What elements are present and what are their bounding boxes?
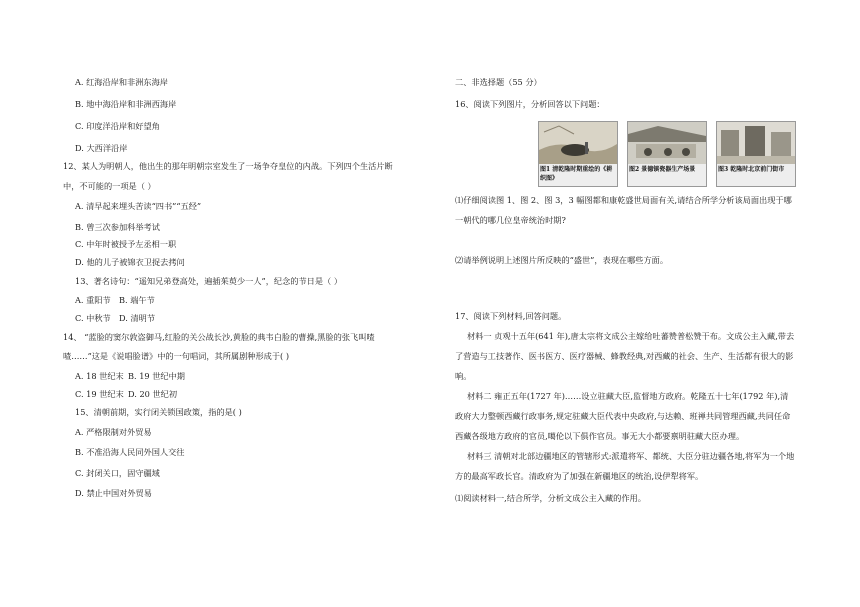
q12-option-b: B. 曾三次参加科举考试 <box>75 222 160 232</box>
figure-2 <box>627 121 707 187</box>
figure-3 <box>716 121 796 187</box>
material-1: 材料一 贞观十五年(641 年),唐太宗将文成公主嫁给吐蕃赞普松赞干布。文成公主入藏,带去了营造与工技著作、医书医方、医疗器械、蜂教经典,对西藏的社会、生产、生活都有很大的影响。 <box>455 331 795 381</box>
q12-option-d: D. 他的儿子被锦衣卫捉去拷问 <box>75 257 185 267</box>
material-2: 材料二 雍正五年(1727 年)……设立驻藏大臣,监督地方政府。乾隆五十七年(1792 年),清政府大力整顿西藏行政事务,规定驻藏大臣代表中央政府,与达赖、班禅共同管理西藏,共同任命西藏各级地方政府的官员,噶伦以下俱作官员。事无大小都要禀明驻藏大臣办理。 <box>455 391 791 441</box>
q13-option-d: D. 清明节 <box>119 313 156 323</box>
q15-stem: 15、清朝前期，实行闭关锁国政策，指的是( ) <box>75 407 242 417</box>
q15-option-a: A. 严格限制对外贸易 <box>75 427 152 437</box>
q11-option-b: B. 地中海沿岸和非洲西海岸 <box>75 99 177 109</box>
q12-option-a: A. 清早起来埋头苦读“四书”“五经” <box>75 201 202 211</box>
q11-option-d: D. 大西洋沿岸 <box>75 143 128 153</box>
q16-question-1: ⑴仔细阅读图 1、图 2、图 3，3 幅图都和康乾盛世局面有关,请结合所学分析该局面出现于哪一朝代的哪几位皇帝统治时期? <box>455 195 792 225</box>
q14-stem-line2: 喳……”这是《说唱脸谱》中的一句唱词，其所属剧种形成于( ) <box>63 351 290 361</box>
q11-option-a: A. 红海沿岸和非洲东海岸 <box>75 77 168 87</box>
section-title: 二、非选择题（55 分） <box>455 77 542 87</box>
q16-stem: 16、阅读下列图片，分析回答以下问题： <box>455 99 605 109</box>
porcelain-workshop-image <box>628 122 706 164</box>
figure-2-caption: 图2 景德镇瓷器生产场景 <box>629 166 696 173</box>
q14-stem-line1: 14、 “蓝脸的窦尔敦盗御马,红脸的关公战长沙,黄脸的典韦白脸的曹操,黑脸的张飞叫喳 <box>63 332 375 342</box>
figure-1-caption: 图1 清乾隆时期重绘的《耕织图》 <box>540 166 613 182</box>
q14-option-b: B. 19 世纪中期 <box>128 371 185 381</box>
q16-question-2: ⑵请举例说明上述图片所反映的“盛世”，表现在哪些方面。 <box>455 255 669 265</box>
q14-option-c: C. 19 世纪末 <box>75 389 124 399</box>
q17-stem: 17、阅读下列材料,回答问题。 <box>455 311 567 321</box>
q14-option-d: D. 20 世纪初 <box>128 389 178 399</box>
figure-strip <box>538 121 796 187</box>
figure-1 <box>538 121 618 187</box>
farming-painting-image <box>539 122 617 164</box>
q13-option-b: B. 端午节 <box>119 295 155 305</box>
qianmen-street-image <box>717 122 795 164</box>
q15-option-c: C. 封闭关口，固守疆域 <box>75 468 160 478</box>
q17-question-1: ⑴阅读材料一,结合所学，分析文成公主入藏的作用。 <box>455 493 646 503</box>
q13-option-c: C. 中秋节 <box>75 313 111 323</box>
material-3: 材料三 清朝对北部边疆地区的管辖形式:派遣将军、都统、大臣分驻边疆各地,将军为一个地方的最高军政长官。清政府为了加强在新疆地区的统治,设伊犁将军。 <box>455 451 795 481</box>
q12-option-c: C. 中年时被授予左丞相一职 <box>75 239 177 249</box>
q14-option-a: A. 18 世纪末 <box>75 371 124 381</box>
q13-stem: 13、著名诗句：“遥知兄弟登高处，遍插茱萸少一人”，纪念的节日是（ ） <box>75 276 343 286</box>
q15-option-b: B. 不准沿海人民同外国人交往 <box>75 447 185 457</box>
figure-3-caption: 图3 乾隆时北京前门街市 <box>718 166 785 173</box>
q11-option-c: C. 印度洋沿岸和好望角 <box>75 121 160 131</box>
q13-option-a: A. 重阳节 <box>75 295 111 305</box>
q12-stem-line2: 中，不可能的一项是（ ） <box>63 181 156 191</box>
q15-option-d: D. 禁止中国对外贸易 <box>75 488 152 498</box>
q12-stem-line1: 12、某人为明朝人，他出生的那年明朝宗室发生了一场争夺皇位的内战。下列四个生活片断 <box>63 161 393 171</box>
